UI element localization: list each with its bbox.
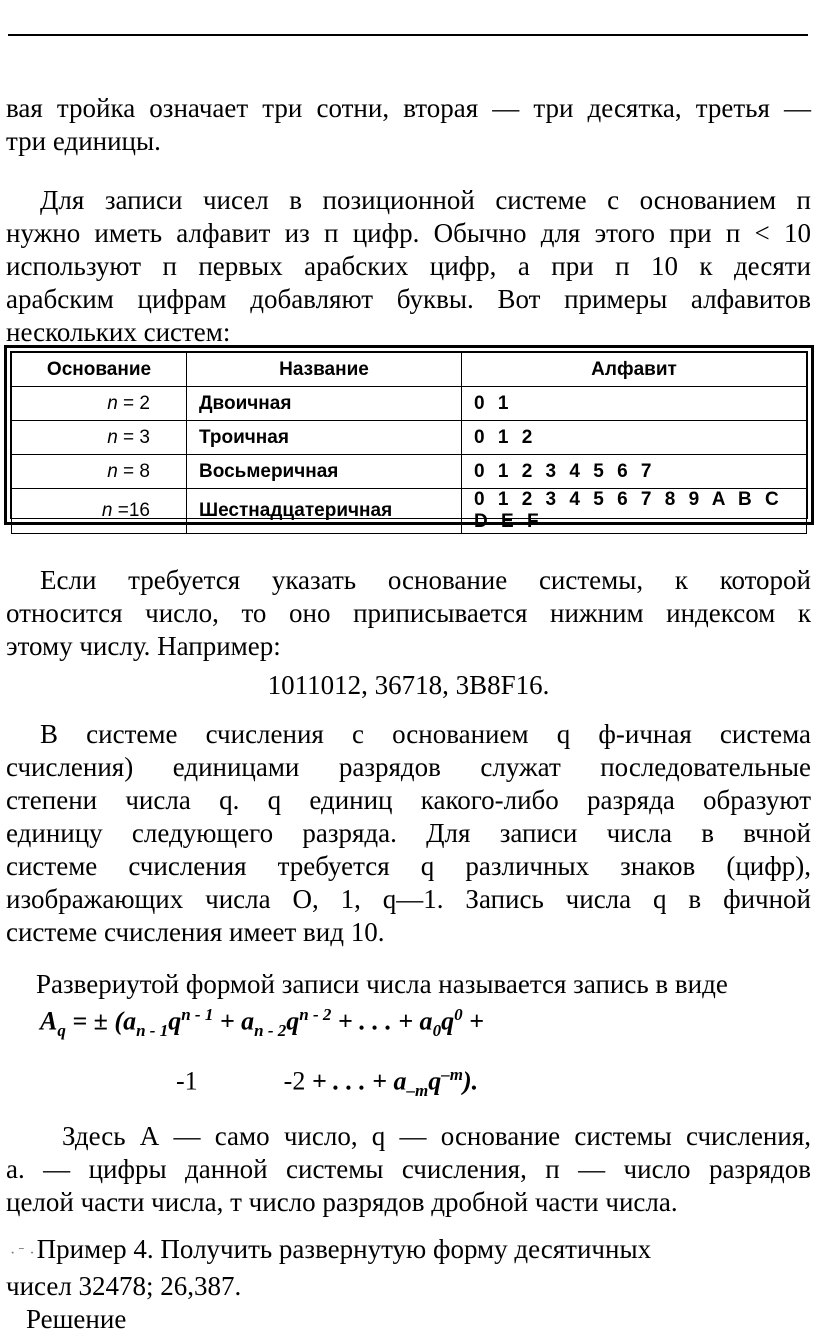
header-name: Название xyxy=(187,353,462,387)
cell-base xyxy=(12,421,187,455)
cell-base xyxy=(12,455,187,489)
paragraph-expanded-form xyxy=(36,968,806,1001)
paragraph-alphabet xyxy=(6,184,811,349)
text-line: относится число, то оно приписывается нижним индексом к xyxy=(6,598,811,628)
base-value: =16 xyxy=(117,500,150,521)
formula-sub: q xyxy=(57,1020,66,1040)
formula-term: + a xyxy=(213,1006,255,1036)
formula-sup: n - 1 xyxy=(181,1005,214,1024)
example-numbers: 1011012, 36718, 3B8F16. xyxy=(267,670,550,700)
cell-name: Троичная xyxy=(187,421,462,455)
formula-term: q xyxy=(441,1006,455,1036)
base-variable: n xyxy=(107,392,118,414)
cell-alphabet: 0 1 2 xyxy=(462,421,807,455)
header-base: Основание xyxy=(12,353,187,387)
text-line: Здесь А — само число, q — основание системы счисления, xyxy=(62,1121,811,1151)
base-value: = 3 xyxy=(123,426,150,448)
formula-sub: –m xyxy=(406,1080,429,1100)
formula-sub: n - 1 xyxy=(136,1020,169,1040)
text-line: Если требуется указать основание системы, к которой xyxy=(40,565,811,595)
paragraph-intro xyxy=(6,92,811,158)
formula-term: a xyxy=(123,1006,137,1036)
paragraph-base-index xyxy=(6,564,811,702)
alphabet-table-inner xyxy=(10,351,808,532)
text-line: степени числа q. q единиц какого-либо разряда образуют xyxy=(6,785,811,815)
formula-eq: = ± ( xyxy=(65,1006,124,1036)
paragraph-example xyxy=(6,1233,811,1303)
solution-heading: Решение xyxy=(26,1304,127,1334)
formula-term: + . . . + a xyxy=(311,1066,407,1096)
cell-alphabet: 0 1 2 3 4 5 6 7 8 9 A B C D E F xyxy=(462,489,807,534)
alphabet-table xyxy=(4,345,814,532)
table-row xyxy=(12,387,807,421)
expanded-form-formula-line2 xyxy=(176,1065,478,1101)
formula-sup: n - 2 xyxy=(299,1005,332,1024)
paragraph-definitions xyxy=(6,1120,811,1219)
formula-term: q xyxy=(428,1066,442,1096)
cell-name: Двоичная xyxy=(187,387,462,421)
text-line: используют п первых арабских цифр, а при п 10 к десяти xyxy=(6,251,811,281)
formula-term: -1 xyxy=(176,1066,198,1096)
formula-sup: 0 xyxy=(454,1005,463,1024)
cell-alphabet: 0 1 2 3 4 5 6 7 xyxy=(462,455,807,489)
formula-term: q xyxy=(168,1006,182,1036)
text-line: арабским цифрам добавляют буквы. Вот примеры алфавитов xyxy=(6,284,811,314)
formula-term: -2 xyxy=(283,1066,306,1096)
table-row xyxy=(12,455,807,489)
expanded-form-formula xyxy=(40,1005,660,1041)
text-line: целой части числа, т число разрядов дробной части числа. xyxy=(6,1187,678,1217)
cell-base xyxy=(12,489,187,534)
text-line: Для записи чисел в позиционной системе с основанием п xyxy=(40,185,811,215)
text-line: а. — цифры данной системы счисления, п — число разрядов xyxy=(6,1154,811,1184)
base-value: = 8 xyxy=(123,460,150,482)
paragraph-q-system xyxy=(6,718,811,949)
formula-term: q xyxy=(286,1006,300,1036)
text-line: Развериутой формой записи числа называется запись в виде xyxy=(36,969,728,999)
text-line: чисел 32478; 26,387. xyxy=(6,1271,242,1301)
table-row xyxy=(12,421,807,455)
text-line xyxy=(6,1233,811,1270)
example-title: Пример 4. Получить развернутую форму десятичных xyxy=(36,1234,652,1264)
text-line: этому числу. Например: xyxy=(6,631,281,661)
cell-name: Шестнадцатеричная xyxy=(187,489,462,534)
formula-sub: 0 xyxy=(432,1020,442,1040)
text-line: изображающих числа О, 1, q—1. Запись числа q в фичной xyxy=(6,884,811,914)
text-line: три единицы. xyxy=(6,126,161,156)
formula-term: ). xyxy=(462,1066,479,1096)
base-value: = 2 xyxy=(123,392,150,414)
top-rule xyxy=(8,34,808,36)
base-variable: n xyxy=(101,500,113,521)
table-header-row xyxy=(12,353,807,387)
formula-sub: n - 2 xyxy=(254,1020,287,1040)
formula-sup: –m xyxy=(441,1065,463,1084)
scan-specks: · ̄ · xyxy=(10,1245,37,1262)
paragraph-solution xyxy=(6,1303,811,1336)
text-line: системе счисления имеет вид 10. xyxy=(6,917,385,947)
alphabet-table-grid xyxy=(11,352,807,534)
text-line: системе счисления требуется q различных знаков (цифр), xyxy=(6,851,811,881)
text-line: вая тройка означает три сотни, вторая — три десятка, третья — xyxy=(6,93,811,123)
formula-lhs: A xyxy=(40,1006,58,1036)
text-line: В системе счисления с основанием q ф-ичная система xyxy=(40,719,811,749)
formula-term: + . . . + a xyxy=(331,1006,433,1036)
table-row xyxy=(12,489,807,534)
text-line: единицу следующего разряда. Для записи числа в вчной xyxy=(6,818,811,848)
base-variable: n xyxy=(107,460,118,482)
text-line: нужно иметь алфавит из п цифр. Обычно для этого при п < 10 xyxy=(6,218,811,248)
text-line: нескольких систем: xyxy=(6,317,231,347)
cell-base xyxy=(12,387,187,421)
cell-name: Восьмеричная xyxy=(187,455,462,489)
header-alphabet: Алфавит xyxy=(462,353,807,387)
base-variable: n xyxy=(107,426,118,448)
formula-term: + xyxy=(462,1006,484,1036)
cell-alphabet: 0 1 xyxy=(462,387,807,421)
text-line: счисления) единицами разрядов служат последовательные xyxy=(6,752,811,782)
